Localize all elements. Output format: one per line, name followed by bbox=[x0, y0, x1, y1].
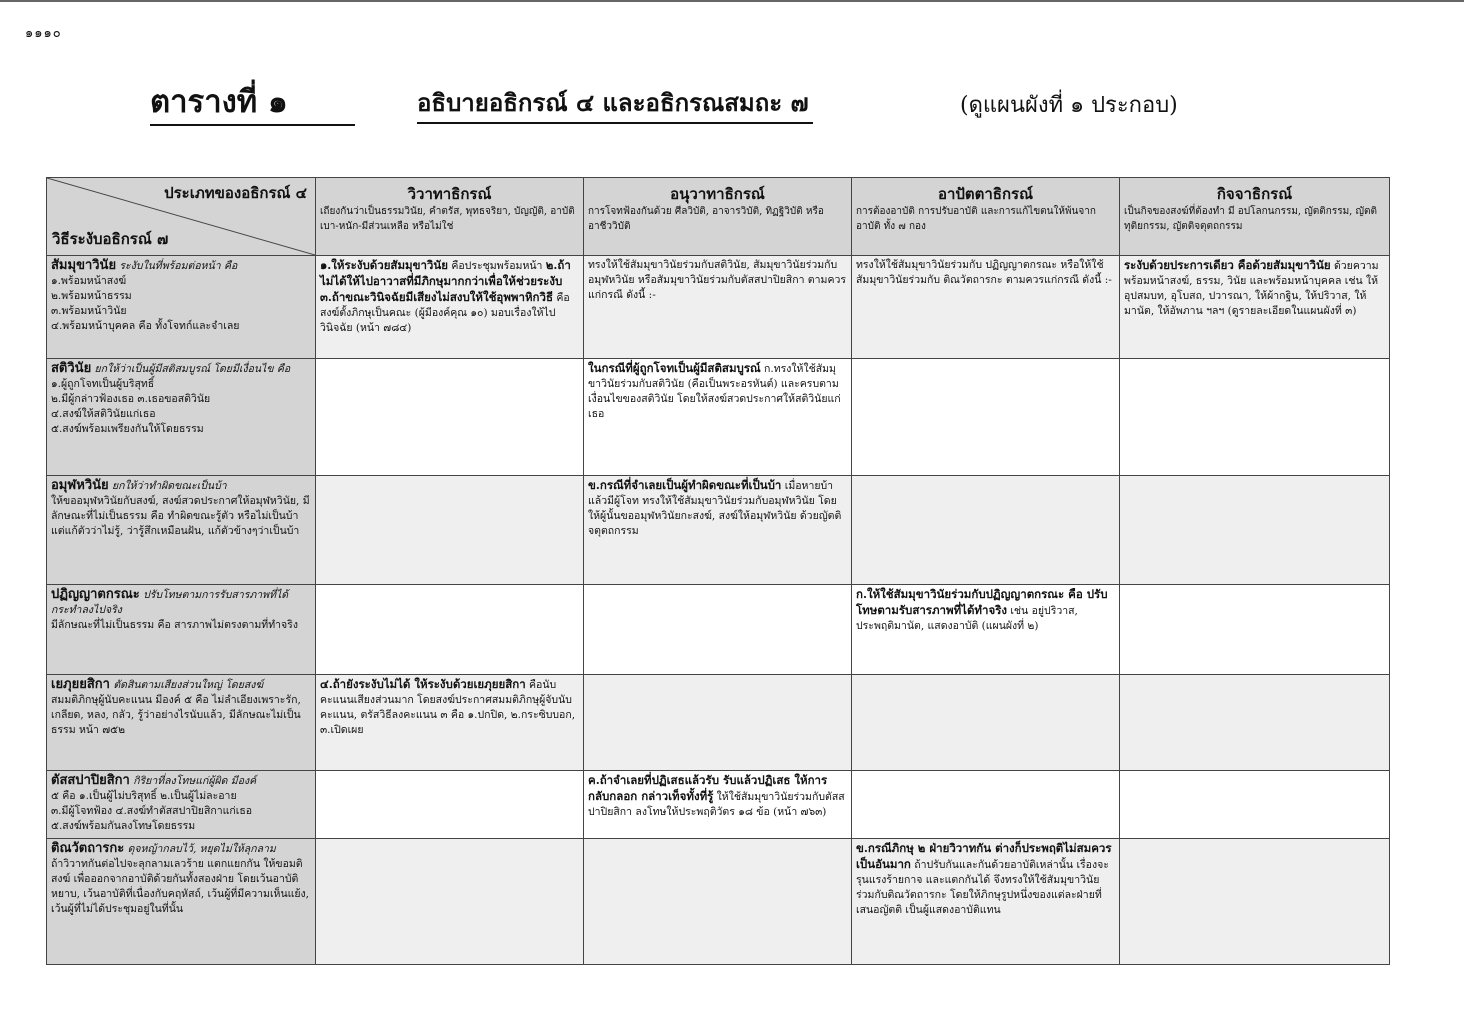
table-cell bbox=[584, 476, 852, 585]
row-header bbox=[47, 256, 316, 359]
row-name: เยภุยยสิกา bbox=[51, 677, 110, 692]
cell-bold-text: ในกรณีที่ผู้ถูกโจทเป็นผู้มีสติสมบูรณ์ bbox=[588, 361, 761, 375]
row-header bbox=[47, 675, 316, 771]
table-subject: อธิบายอธิกรณ์ ๔ และอธิกรณสมถะ ๗ bbox=[417, 84, 813, 124]
cell-text: ด้วยความพร้อมหน้าสงฆ์, ธรรม, วินัย และพร้อมหน้าบุคคล เช่น ให้อุปสมบท, อุโบสถ, ปวารณา, ให้ผ้ากฐิน, ให้ปริวาส, ให้มานัต, ให้อัพภาน ฯลฯ (ดูรายละเอียดในแผนผังที่ ๓) bbox=[1124, 260, 1379, 317]
row-name: ติณวัตถารกะ bbox=[51, 841, 125, 856]
table-cell bbox=[584, 256, 852, 359]
row-detail-line: สมมติภิกษุผู้นับคะแนน มีองค์ ๕ คือ ไม่ลำเอียงเพราะรัก, เกลียด, หลง, กลัว, รู้ว่าอย่างไรนับแล้ว, มีลักษณะไม่เป็นธรรม หน้า ๗๕๒ bbox=[51, 694, 301, 736]
table-cell bbox=[852, 585, 1120, 675]
table-cell bbox=[1120, 476, 1390, 585]
row-name: ตัสสปาปิยสิกา bbox=[51, 773, 130, 788]
title-note: (ดูแผนผังที่ ๑ ประกอบ) bbox=[960, 93, 1178, 118]
row-subtitle: ระงับในที่พร้อมต่อหน้า คือ bbox=[119, 260, 238, 272]
table-label: ตารางที่ ๑ bbox=[150, 80, 355, 126]
column-header bbox=[1120, 178, 1390, 256]
table-cell bbox=[1120, 675, 1390, 771]
row-subtitle: ปรับโทษตามการรับสารภาพที่ได้กระทำลงไปจริง bbox=[51, 589, 289, 616]
cell-bold-text: ๔.ถ้ายังระงับไม่ได้ ให้ระงับด้วยเยภุยยสิกา bbox=[320, 677, 526, 691]
cell-text: ก.ทรงให้ใช้สัมมุขาวินัยร่วมกับสติวินัย bbox=[588, 363, 836, 390]
cell-text: ถ้าปรับกันและกันด้วยอาบัติเหล่านั้น เรื่องจะรุนแรงร้ายกาจ และแตกกันได้ จึงทรงให้ใช้สัมมุขาวินัยร่วมกับติณวัตถารกะ โดยให้ภิกษุรูปหนึ่งของแต่ละฝ่ายที่เสนอญัตติ เป็นผู้แสดงอาบัติแทน bbox=[856, 859, 1109, 916]
cell-text: (คือเป็นพระอรหันต์) และครบตามเงื่อนไขของสติวินัย โดยให้สงฆ์สวดประกาศให้สติวินัยแก่เธอ bbox=[588, 378, 841, 420]
table-cell bbox=[1120, 256, 1390, 359]
table-cell bbox=[584, 585, 852, 675]
column-header bbox=[584, 178, 852, 256]
column-name: อาปัตตาธิกรณ์ bbox=[937, 185, 1034, 203]
cell-bold-text: ๒.ถ้าไม่ได้ให้ไปอาวาสที่มีภิกษุมากกว่าเพื่อให้ช่วยระงับ ๓.ถ้าขณะวินิจฉัยมีเสียงไม่สงบให้ใช้อุพพาหิกวิธี bbox=[320, 258, 571, 304]
row-header bbox=[47, 359, 316, 476]
table-row bbox=[47, 675, 1390, 771]
table-cell bbox=[852, 256, 1120, 359]
row-header bbox=[47, 476, 316, 585]
row-name: ปฏิญญาตกรณะ bbox=[51, 587, 140, 602]
table-cell bbox=[1120, 839, 1390, 965]
row-header bbox=[47, 585, 316, 675]
table-cell bbox=[1120, 771, 1390, 839]
row-detail-line: ๓.พร้อมหน้าวินัย bbox=[51, 305, 127, 317]
column-header bbox=[316, 178, 584, 256]
table-cell bbox=[316, 359, 584, 476]
cell-bold-text: ๑.ให้ระงับด้วยสัมมุขาวินัย bbox=[320, 258, 448, 272]
row-subtitle: ดุจหญ้ากลบไว้, หยุดไม่ให้ลุกลาม bbox=[127, 843, 276, 855]
table-row bbox=[47, 476, 1390, 585]
row-name: สัมมุขาวินัย bbox=[51, 258, 117, 273]
cell-text: คือสงฆ์ตั้งภิกษุเป็นคณะ (ผู้มีองค์คุณ ๑๐) มอบเรื่องให้ไปวินิจฉัย (หน้า ๗๘๔) bbox=[320, 292, 570, 334]
cell-text: ทรงให้ใช้สัมมุขาวินัยร่วมกับสติวินัย, สัมมุขาวินัยร่วมกับอมุฬหวินัย หรือสัมมุขาวินัยร่วมกับตัสสปาปิยสิกา ตามควรแก่กรณี ดังนี้ :- bbox=[588, 259, 846, 301]
row-header bbox=[47, 771, 316, 839]
row-detail-line: ๑.ผู้ถูกโจทเป็นผู้บริสุทธิ์ bbox=[51, 378, 155, 390]
row-detail-line: ๔.พร้อมหน้าบุคคล คือ ทั้งโจทก์และจำเลย bbox=[51, 320, 240, 332]
table-cell bbox=[852, 675, 1120, 771]
table-cell bbox=[852, 839, 1120, 965]
row-name: อมุฬหวินัย bbox=[51, 478, 109, 493]
cell-bold-text: ก.ให้ใช้สัมมุขาวินัยร่วมกับปฏิญญาตกรณะ คือ ปรับโทษตามรับสารภาพที่ได้ทำจริง bbox=[856, 587, 1108, 617]
cell-text: คือประชุมพร้อมหน้า bbox=[451, 260, 543, 272]
row-detail-line: ๔.สงฆ์ให้สติวินัยแก่เธอ bbox=[51, 408, 156, 420]
cell-text: ทรงให้ใช้สัมมุขาวินัยร่วมกับ ปฏิญญาตกรณะ หรือให้ใช้สัมมุขาวินัยร่วมกับ ติณวัตถารกะ ตามควรแก่กรณี ดังนี้ :- bbox=[856, 259, 1112, 286]
adhikarana-table bbox=[46, 177, 1390, 965]
row-detail-line: ให้ขออมุฬหวินัยกับสงฆ์, สงฆ์สวดประกาศให้อมุฬหวินัย, มีลักษณะที่ไม่เป็นธรรม คือ ทำผิดขณะรู้ตัว หรือไม่เป็นบ้า แต่แก้ตัวว่าไม่รู้, ว่ารู้สึกเหมือนฝัน, แก้ตัวข้างๆว่าเป็นบ้า bbox=[51, 495, 310, 537]
table-cell bbox=[316, 256, 584, 359]
table-cell bbox=[852, 476, 1120, 585]
column-name: อนุวาทาธิกรณ์ bbox=[670, 185, 765, 203]
table-cell bbox=[584, 359, 852, 476]
row-detail-line: ๒.มีผู้กล่าวฟ้องเธอ ๓.เธอขอสติวินัย bbox=[51, 393, 211, 405]
table-cell bbox=[852, 359, 1120, 476]
top-rule bbox=[0, 0, 1464, 2]
table-row bbox=[47, 256, 1390, 359]
table-cell bbox=[852, 771, 1120, 839]
row-detail-line: ๑.พร้อมหน้าสงฆ์ bbox=[51, 275, 127, 287]
row-subtitle: ยกให้ว่าเป็นผู้มีสติสมบูรณ์ โดยมีเงื่อนไข คือ bbox=[94, 363, 291, 375]
column-name: วิวาทาธิกรณ์ bbox=[407, 185, 492, 203]
corner-bottom-label: วิธีระงับอธิกรณ์ ๗ bbox=[52, 230, 169, 248]
table-cell bbox=[316, 585, 584, 675]
page-title bbox=[150, 80, 1400, 130]
column-desc: เถียงกันว่าเป็นธรรมวินัย, คำตรัส, พุทธจริยา, บัญญัติ, อาบัติเบา-หนัก-มีส่วนเหลือ หรือไม่ใช่ bbox=[320, 206, 575, 232]
cell-text: เมื่อหายบ้าแล้วมีผู้โจท ทรงให้ใช้สัมมุขาวินัยร่วมกับอมุฬหวินัย โดยให้ผู้นั้นขออมุฬหวินัยกะสงฆ์, สงฆ์ให้อมุฬหวินัย ด้วยญัตติจตุตถกรรม bbox=[588, 480, 842, 537]
table-row bbox=[47, 359, 1390, 476]
table-cell bbox=[316, 675, 584, 771]
column-desc: การต้องอาบัติ การปรับอาบัติ และการแก้ไขตนให้พ้นจากอาบัติ ทั้ง ๗ กอง bbox=[856, 206, 1096, 232]
cell-bold-text: ข.กรณีภิกษุ ๒ ฝ่ายวิวาทกัน ต่างก็ประพฤติไม่สมควรเป็นอันมาก bbox=[856, 841, 1112, 871]
corner-top-label: ประเภทของอธิกรณ์ ๔ bbox=[164, 184, 307, 202]
table-cell bbox=[1120, 359, 1390, 476]
row-detail-line: ๕.สงฆ์พร้อมเพรียงกันให้โดยธรรม bbox=[51, 423, 204, 435]
cell-text: ให้ใช้สัมมุขาวินัยร่วมกับตัสสปาปิยสิกา ลงโทษให้ประพฤติวัตร ๑๘ ข้อ (หน้า ๗๖๓) bbox=[588, 791, 845, 818]
row-header bbox=[47, 839, 316, 965]
cell-text: เช่น อยู่ปริวาส, ประพฤติมานัต, แสดงอาบัติ (แผนผังที่ ๒) bbox=[856, 605, 1078, 632]
row-subtitle: กิริยาที่ลงโทษแก่ผู้ผิด มีองค์ bbox=[133, 775, 257, 787]
table-cell bbox=[584, 839, 852, 965]
table-row bbox=[47, 839, 1390, 965]
row-detail-line: ถ้าวิวาทกันต่อไปจะลุกลามเลวร้าย แตกแยกกัน ให้ขอมติสงฆ์ เพื่อออกจากอาบัติด้วยกันทั้งสองฝ่าย โดยเว้นอาบัติหยาบ, เว้นอาบัติที่เนื่องกับคฤหัสถ์, เว้นผู้ที่มีความเห็นแย้ง, เว้นผู้ที่ไม่ได้ประชุมอยู่ในที่นั้น bbox=[51, 858, 310, 915]
row-detail-line: มีลักษณะที่ไม่เป็นธรรม คือ สารภาพไม่ตรงตามที่ทำจริง bbox=[51, 619, 298, 631]
table-row bbox=[47, 771, 1390, 839]
cell-bold-text: ระงับด้วยประการเดียว คือด้วยสัมมุขาวินัย bbox=[1124, 258, 1331, 272]
column-desc: การโจทฟ้องกันด้วย ศีลวิบัติ, อาจารวิบัติ, ทิฏฐิวิบัติ หรืออาชีววิบัติ bbox=[588, 206, 824, 232]
table-cell bbox=[316, 771, 584, 839]
row-detail-line: ๕.สงฆ์พร้อมกันลงโทษโดยธรรม bbox=[51, 820, 196, 832]
header-row bbox=[47, 178, 1390, 256]
row-detail-line: ๓.มีผู้โจทฟ้อง ๔.สงฆ์ทำตัสสปาปิยสิกาแก่เธอ bbox=[51, 805, 253, 817]
cell-text: คือนับคะแนนเสียงส่วนมาก โดยสงฆ์ประกาศสมมติภิกษุผู้จับนับคะแนน, ตรัสวิธีลงคะแนน ๓ คือ ๑.ปกปิด, ๒.กระซิบบอก, ๓.เปิดเผย bbox=[320, 679, 576, 736]
table-cell bbox=[316, 476, 584, 585]
column-name: กิจจาธิกรณ์ bbox=[1216, 185, 1293, 203]
table-cell bbox=[584, 675, 852, 771]
row-subtitle: ยกให้ว่าทำผิดขณะเป็นบ้า bbox=[111, 480, 227, 492]
table-cell bbox=[316, 839, 584, 965]
cell-bold-text: ค.ถ้าจำเลยที่ปฏิเสธแล้วรับ รับแล้วปฏิเสธ ให้การกลับกลอก กล่าวเท็จทั้งที่รู้ bbox=[588, 773, 828, 803]
table-cell bbox=[584, 771, 852, 839]
row-detail-line: ๕ คือ ๑.เป็นผู้ไม่บริสุทธิ์ ๒.เป็นผู้ไม่ละอาย bbox=[51, 790, 237, 802]
column-desc: เป็นกิจของสงฆ์ที่ต้องทำ มี อปโลกนกรรม, ญัตติกรรม, ญัตติทุติยกรรม, ญัตติจตุตถกรรม bbox=[1124, 206, 1378, 232]
row-subtitle: ตัดสินตามเสียงส่วนใหญ่ โดยสงฆ์ bbox=[113, 679, 264, 691]
row-detail-line: ๒.พร้อมหน้าธรรม bbox=[51, 290, 132, 302]
table-row bbox=[47, 585, 1390, 675]
row-name: สติวินัย bbox=[51, 361, 92, 376]
page-number: ๑๑๑๐ bbox=[25, 26, 62, 41]
column-header bbox=[852, 178, 1120, 256]
cell-bold-text: ข.กรณีที่จำเลยเป็นผู้ทำผิดขณะที่เป็นบ้า bbox=[588, 478, 782, 492]
corner-header bbox=[47, 178, 316, 256]
table-cell bbox=[1120, 585, 1390, 675]
